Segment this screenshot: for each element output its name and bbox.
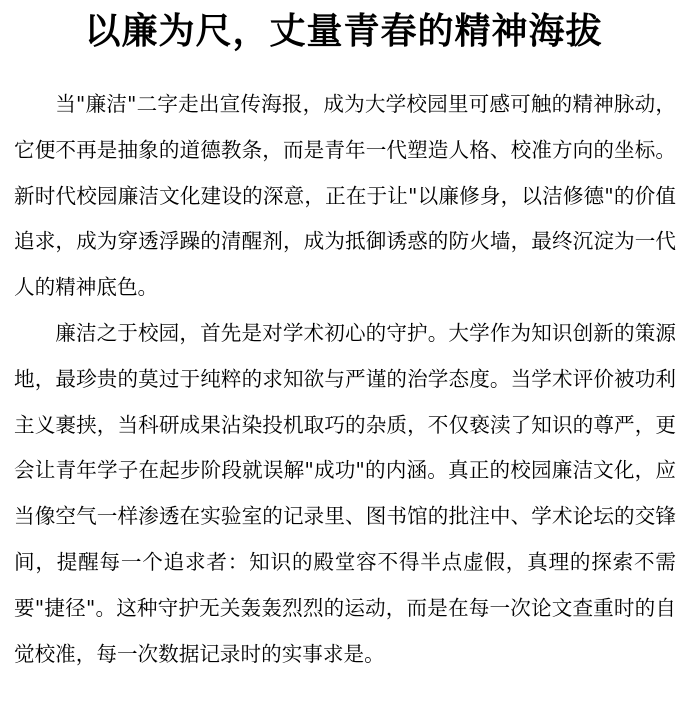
document-body	[14, 82, 676, 677]
paragraph-2: 廉洁之于校园，首先是对学术初心的守护。大学作为知识创新的策源地，最珍贵的莫过于纯粹的求知欲与严谨的治学态度。当学术评价被功利主义裹挟，当科研成果沾染投机取巧的杂质，不仅亵渎了知识的尊严，更会让青年学子在起步阶段就误解"成功"的内涵。真正的校园廉洁文化，应当像空气一样渗透在实验室的记录里、图书馆的批注中、学术论坛的交锋间，提醒每一个追求者：知识的殿堂容不得半点虚假，真理的探索不需要"捷径"。这种守护无关轰轰烈烈的运动，而是在每一次论文查重时的自觉校准，每一次数据记录时的实事求是。	[14, 320, 676, 666]
document-title: 以廉为尺，丈量青春的精神海拔	[84, 11, 603, 52]
paragraph-1: 当"廉洁"二字走出宣传海报，成为大学校园里可感可触的精神脉动，它便不再是抽象的道德教条，而是青年一代塑造人格、校准方向的坐标。新时代校园廉洁文化建设的深意，正在于让"以廉修身，以洁修德"的价值追求，成为穿透浮躁的清醒剂，成为抵御诱惑的防火墙，最终沉淀为一代人的精神底色。	[14, 92, 676, 300]
